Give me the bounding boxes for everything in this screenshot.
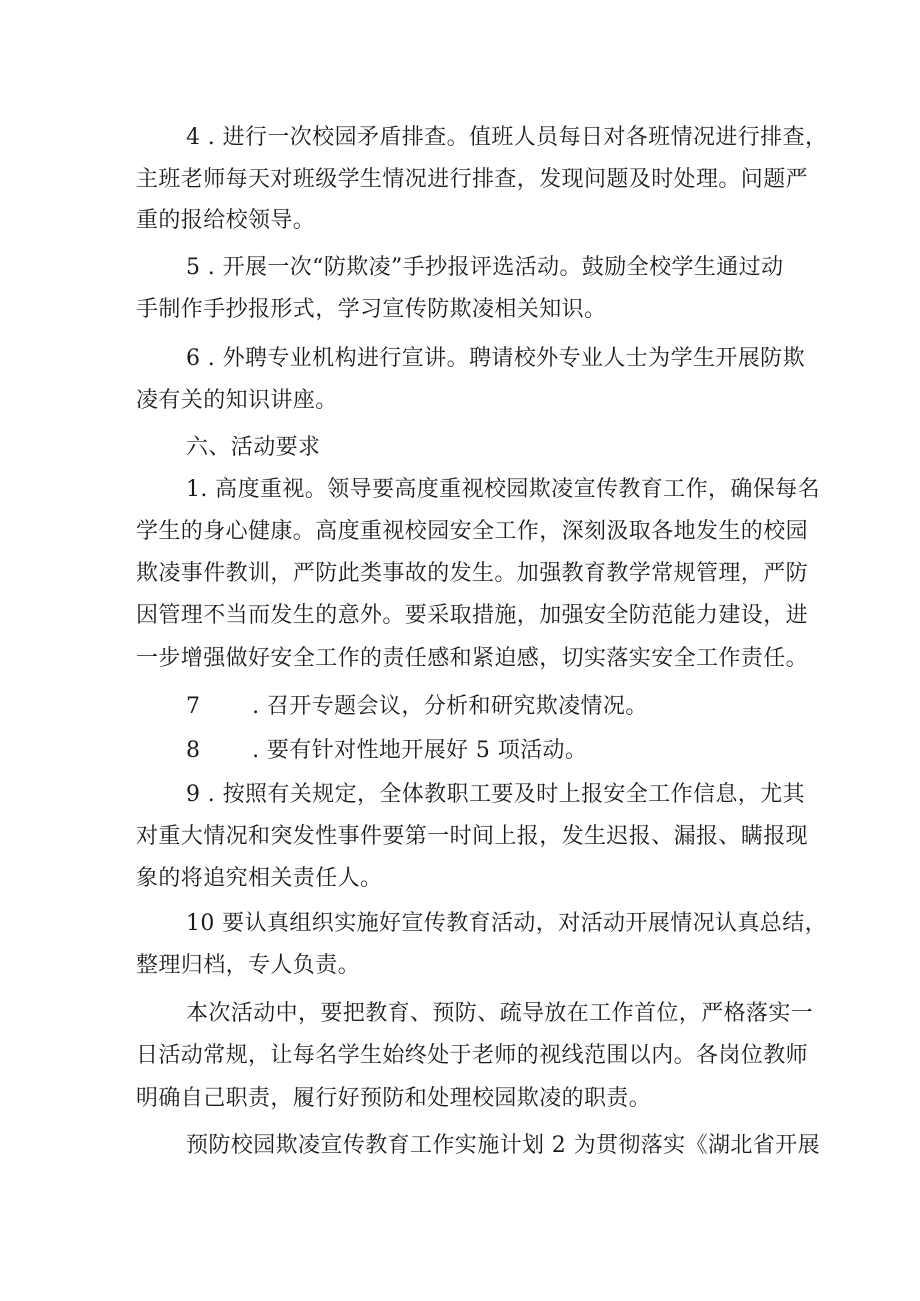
text-line: 主班老师每天对班级学生情况进行排查，发现问题及时处理。问题严 bbox=[136, 167, 809, 192]
section-heading: 六、活动要求 bbox=[186, 435, 321, 460]
text-line: 10 要认真组织实施好宣传教育活动，对活动开展情况认真总结， bbox=[186, 911, 827, 936]
text-line: 本次活动中，要把教育、预防、疏导放在工作首位，严格落实一 bbox=[186, 1001, 814, 1026]
text-line: 手制作手抄报形式，学习宣传防欺凌相关知识。 bbox=[136, 297, 607, 322]
text-line: 明确自己职责，履行好预防和处理校园欺凌的职责。 bbox=[136, 1086, 652, 1111]
text-line: 凌有关的知识讲座。 bbox=[136, 388, 338, 413]
text-line: 日活动常规，让每名学生始终处于老师的视线范围以内。各岗位教师 bbox=[136, 1043, 809, 1068]
text-line: 7 . 召开专题会议，分析和研究欺凌情况。 bbox=[186, 694, 648, 719]
text-line: 对重大情况和突发性事件要第一时间上报，发生迟报、漏报、瞒报现 bbox=[136, 824, 809, 849]
text-line: 4 . 进行一次校园矛盾排查。值班人员每日对各班情况进行排查， bbox=[186, 125, 828, 150]
text-line: 象的将追究相关责任人。 bbox=[136, 866, 383, 891]
text-line: 因管理不当而发生的意外。要采取措施，加强安全防范能力建设，进 bbox=[136, 603, 809, 628]
text-line: 1. 高度重视。领导要高度重视校园欺凌宣传教育工作，确保每名 bbox=[186, 477, 820, 502]
text-line: 一步增强做好安全工作的责任感和紧迫感，切实落实安全工作责任。 bbox=[136, 646, 809, 671]
text-line: 重的报给校领导。 bbox=[136, 208, 316, 233]
text-line: 9 . 按照有关规定，全体教职工要及时上报安全工作信息，尤其 bbox=[186, 782, 805, 807]
text-line: 8 . 要有针对性地开展好 5 项活动。 bbox=[186, 738, 588, 763]
text-line: 学生的身心健康。高度重视校园安全工作，深刻汲取各地发生的校园 bbox=[136, 519, 809, 544]
text-line: 6 . 外聘专业机构进行宣讲。聘请校外专业人士为学生开展防欺 bbox=[186, 346, 805, 371]
text-line: 整理归档，专人负责。 bbox=[136, 953, 361, 978]
text-line: 预防校园欺凌宣传教育工作实施计划 2 为贯彻落实《湖北省开展 bbox=[186, 1133, 820, 1158]
text-line: 5 . 开展一次“防欺凌”手抄报评选活动。鼓励全校学生通过动 bbox=[186, 255, 784, 280]
text-line: 欺凌事件教训，严防此类事故的发生。加强教育教学常规管理，严防 bbox=[136, 561, 809, 586]
